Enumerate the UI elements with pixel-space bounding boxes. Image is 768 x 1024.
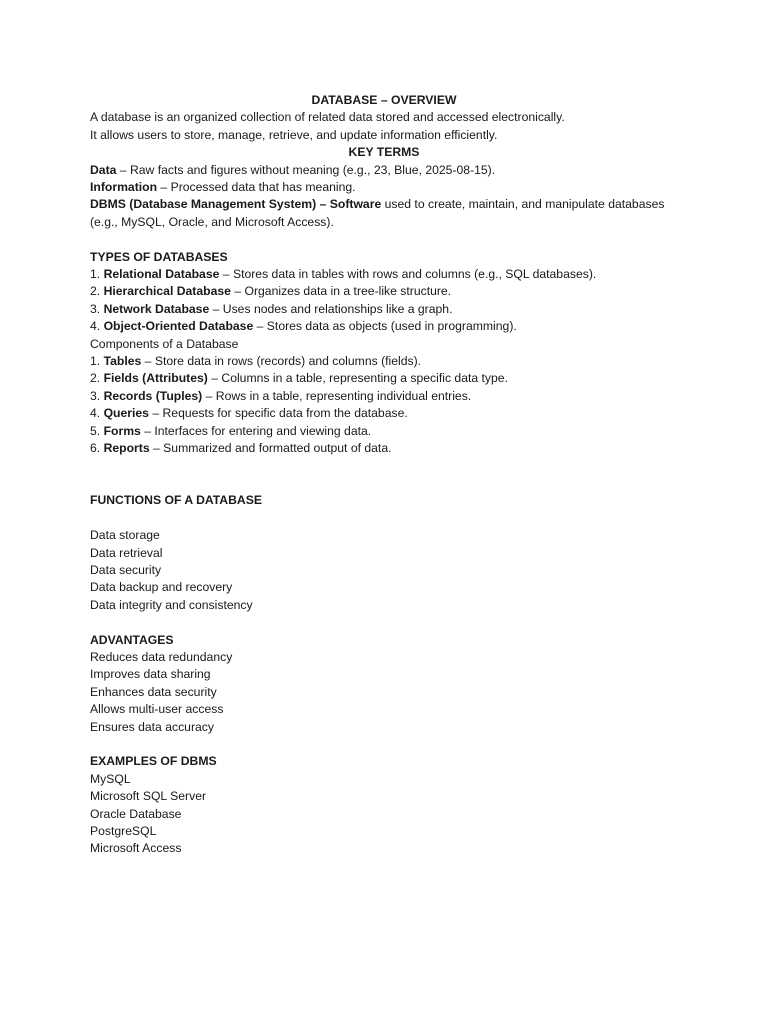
components-item-term: Reports <box>103 441 150 456</box>
components-item-term: Records (Tuples) <box>103 388 203 403</box>
spacer <box>90 475 690 492</box>
functions-item: Data integrity and consistency <box>90 597 253 612</box>
types-item-4 <box>90 318 690 335</box>
components-item-term: Queries <box>103 406 149 421</box>
functions-item: Data storage <box>90 528 160 543</box>
components-heading: Components of a Database <box>90 336 239 351</box>
components-item-text: – Interfaces for entering and viewing data. <box>140 423 372 438</box>
functions-item: Data security <box>90 562 162 577</box>
components-item-3 <box>90 388 690 405</box>
components-item-2 <box>90 370 690 387</box>
functions-item: Data retrieval <box>90 545 163 560</box>
components-item-number: 5. <box>90 423 104 438</box>
advantages-item: Allows multi-user access <box>90 702 224 717</box>
key-term-data-label: Data <box>90 162 117 177</box>
components-item-number: 2. <box>90 371 104 386</box>
types-item-text: – Stores data as objects (used in programming). <box>253 319 517 334</box>
types-item-number: 4. <box>90 319 104 334</box>
examples-item: Oracle Database <box>90 806 182 821</box>
components-item-text: – Requests for specific data from the database. <box>148 406 408 421</box>
types-item-2 <box>90 283 690 300</box>
spacer <box>90 736 690 753</box>
components-item-term: Tables <box>103 354 142 369</box>
functions-heading: FUNCTIONS OF A DATABASE <box>90 493 262 508</box>
examples-item: Microsoft SQL Server <box>90 789 207 804</box>
types-item-3 <box>90 301 690 318</box>
intro-line-2: It allows users to store, manage, retrieve, and update information efficiently. <box>90 127 498 142</box>
types-item-1 <box>90 266 690 283</box>
spacer <box>90 510 690 527</box>
components-item-term: Fields (Attributes) <box>103 371 208 386</box>
key-term-information-text: – Processed data that has meaning. <box>157 180 356 195</box>
functions-item: Data backup and recovery <box>90 580 233 595</box>
components-item-number: 4. <box>90 406 104 421</box>
components-item-text: – Store data in rows (records) and columns (fields). <box>141 354 422 369</box>
key-term-information-label: Information <box>90 180 158 195</box>
types-item-number: 1. <box>90 267 104 282</box>
spacer <box>90 614 690 631</box>
types-item-number: 3. <box>90 301 104 316</box>
spacer <box>90 231 690 248</box>
types-item-term: Relational Database <box>103 267 220 282</box>
components-item-text: – Rows in a table, representing individual entries. <box>202 388 472 403</box>
document-title: DATABASE – OVERVIEW <box>311 93 457 107</box>
components-item-1 <box>90 353 690 370</box>
types-item-term: Network Database <box>103 301 210 316</box>
types-item-number: 2. <box>90 284 104 299</box>
examples-item: MySQL <box>90 771 131 786</box>
examples-item: PostgreSQL <box>90 823 157 838</box>
components-item-term: Forms <box>103 423 141 438</box>
key-term-data-text: – Raw facts and figures without meaning (e.g., 23, Blue, 2025-08-15). <box>116 162 496 177</box>
advantages-item: Improves data sharing <box>90 667 211 682</box>
types-item-term: Hierarchical Database <box>103 284 231 299</box>
key-terms-heading: KEY TERMS <box>348 145 420 160</box>
components-item-text: – Summarized and formatted output of data. <box>149 441 392 456</box>
types-item-text: – Organizes data in a tree-like structure. <box>230 284 452 299</box>
key-term-dbms-label: DBMS (Database Management System) – Software <box>90 197 382 212</box>
types-item-term: Object-Oriented Database <box>103 319 254 334</box>
intro-line-1: A database is an organized collection of related data stored and accessed electronically. <box>90 110 565 125</box>
advantages-item: Enhances data security <box>90 684 217 699</box>
key-term-dbms-text: used to create, maintain, and manipulate databases <box>381 197 665 212</box>
examples-heading: EXAMPLES OF DBMS <box>90 754 217 769</box>
components-item-number: 3. <box>90 388 104 403</box>
key-term-data <box>90 162 690 179</box>
components-item-5 <box>90 423 690 440</box>
types-heading: TYPES OF DATABASES <box>90 249 228 264</box>
components-item-4 <box>90 405 690 422</box>
advantages-heading: ADVANTAGES <box>90 632 174 647</box>
types-item-text: – Uses nodes and relationships like a graph. <box>209 301 453 316</box>
components-item-text: – Columns in a table, representing a specific data type. <box>207 371 508 386</box>
key-term-dbms <box>90 196 690 213</box>
spacer <box>90 458 690 475</box>
examples-item: Microsoft Access <box>90 841 182 856</box>
document-page <box>90 92 690 858</box>
key-term-dbms-continuation: (e.g., MySQL, Oracle, and Microsoft Access). <box>90 214 334 229</box>
types-item-text: – Stores data in tables with rows and columns (e.g., SQL databases). <box>219 267 597 282</box>
components-item-number: 6. <box>90 441 104 456</box>
advantages-item: Reduces data redundancy <box>90 649 233 664</box>
advantages-item: Ensures data accuracy <box>90 719 214 734</box>
key-term-information <box>90 179 690 196</box>
components-item-6 <box>90 440 690 457</box>
components-item-number: 1. <box>90 354 104 369</box>
